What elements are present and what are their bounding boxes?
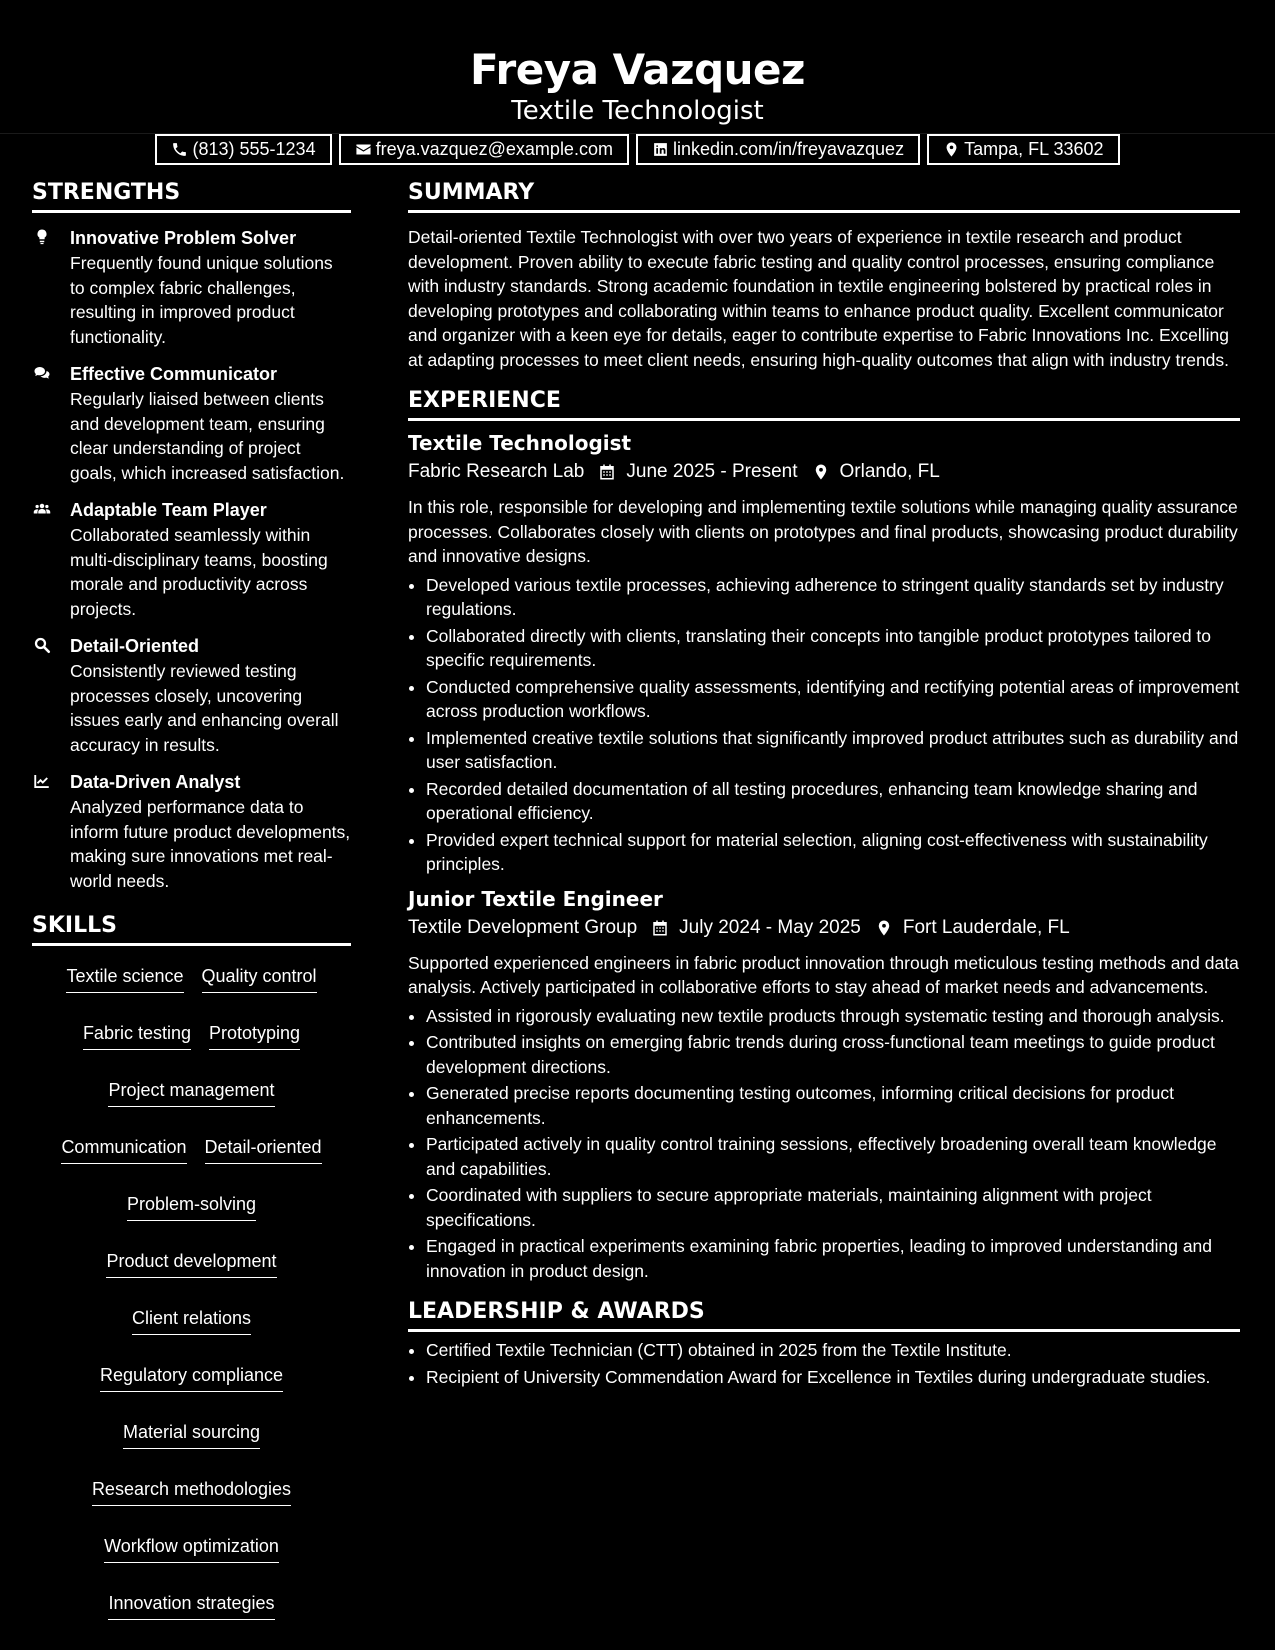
strength-title: Adaptable Team Player <box>70 500 267 520</box>
strength-title: Innovative Problem Solver <box>70 228 297 248</box>
job-description: In this role, responsible for developing and implementing textile solutions while managing quality assurance processes. Collaborates closely with clients on prototypes and final products, showcasing product durability and innovative designs. <box>408 497 1238 566</box>
job-company: Textile Development Group <box>408 916 638 938</box>
users-icon <box>32 500 52 518</box>
job-bullet: • Conducted comprehensive quality assessments, identifying and rectifying potential areas of improvement across production workflows. <box>426 675 1240 724</box>
contact-bar <box>0 134 1275 165</box>
chart-line-icon <box>32 772 52 790</box>
job-bullet: • Recorded detailed documentation of all testing procedures, enhancing team knowledge sharing and operational efficiency. <box>426 777 1240 826</box>
job-bullet: • Developed various textile processes, achieving adherence to stringent quality standards set by industry regulations. <box>426 573 1240 622</box>
job-bullet: • Assisted in rigorously evaluating new textile products through systematic testing and thorough analysis. <box>426 1004 1240 1029</box>
map-marker-icon <box>812 463 830 481</box>
job-meta <box>408 913 1240 943</box>
skill-tag: Fabric testing <box>83 1021 191 1050</box>
resume-header <box>0 0 1275 159</box>
strength-desc: Regularly liaised between clients and development team, ensuring clear understanding of project goals, which increased satisfaction. <box>70 389 345 483</box>
contact-linkedin[interactable] <box>636 134 920 165</box>
strength-desc: Analyzed performance data to inform future product developments, making sure innovations met real-world needs. <box>70 797 351 891</box>
skill-tag: Material sourcing <box>123 1420 260 1449</box>
contact-email[interactable] <box>339 134 629 165</box>
job-bullet: • Contributed insights on emerging fabric trends during cross-functional team meetings to guide product development directions. <box>426 1030 1240 1079</box>
skill-tag: Project management <box>108 1078 274 1107</box>
map-marker-icon <box>875 919 893 937</box>
job-dates: June 2025 - Present <box>626 461 798 482</box>
lightbulb-icon <box>32 228 52 246</box>
skill-tag: Regulatory compliance <box>100 1363 283 1392</box>
strength-desc: Collaborated seamlessly within multi-disciplinary teams, boosting morale and productivity across projects. <box>70 525 328 619</box>
contact-location[interactable] <box>927 134 1119 165</box>
location-text: Tampa, FL 33602 <box>964 139 1104 159</box>
skills-list <box>32 964 351 1620</box>
award-item: • Recipient of University Commendation Award for Excellence in Textiles during undergraduate studies. <box>426 1365 1240 1390</box>
email-text: freya.vazquez@example.com <box>375 139 613 159</box>
left-column <box>32 178 351 1620</box>
job-title: Junior Textile Engineer <box>408 886 663 911</box>
job-description: Supported experienced engineers in fabric product innovation through meticulous testing methods and data analysis. Actively participated in collaborative efforts to stay ahead of market needs and advancements. <box>408 952 1239 997</box>
strength-title: Effective Communicator <box>70 364 278 384</box>
calendar-icon <box>598 463 616 481</box>
skill-tag: Quality control <box>202 964 317 993</box>
phone-text: (813) 555-1234 <box>192 139 316 159</box>
skill-tag: Communication <box>61 1135 186 1164</box>
envelope-icon <box>355 141 372 158</box>
candidate-title: Textile Technologist <box>511 96 764 126</box>
job-bullet: • Provided expert technical support for material selection, aligning cost-effectiveness with sustainability principles. <box>426 828 1240 877</box>
experience-heading: EXPERIENCE <box>408 386 1240 421</box>
strength-desc: Frequently found unique solutions to complex fabric challenges, resulting in improved product functionality. <box>70 253 333 347</box>
strengths-heading: STRENGTHS <box>32 178 351 213</box>
award-item: • Certified Textile Technician (CTT) obtained in 2025 from the Textile Institute. <box>426 1338 1240 1363</box>
job-bullet: • Implemented creative textile solutions that significantly improved product attributes such as durability and user satisfaction. <box>426 726 1240 775</box>
job-bullet: • Collaborated directly with clients, translating their concepts into tangible product prototypes tailored to specific requirements. <box>426 624 1240 673</box>
job-dates: July 2024 - May 2025 <box>679 916 861 938</box>
strength-item <box>32 769 351 893</box>
job-meta <box>408 457 1240 487</box>
right-column <box>408 178 1240 1391</box>
strength-item <box>32 225 351 349</box>
job-location: Orlando, FL <box>839 461 940 482</box>
summary-heading: SUMMARY <box>408 178 1240 213</box>
strength-desc: Consistently reviewed testing processes closely, uncovering issues early and enhancing overall accuracy in results. <box>70 661 339 755</box>
skill-tag: Textile science <box>66 964 183 993</box>
job-title: Textile Technologist <box>408 431 632 455</box>
skill-tag: Detail-oriented <box>205 1135 322 1164</box>
job-bullets <box>408 573 1240 877</box>
candidate-name: Freya Vazquez <box>470 45 805 94</box>
job-bullet: • Participated actively in quality control training sessions, effectively broadening overall team knowledge and capabilities. <box>426 1132 1240 1181</box>
contact-phone[interactable] <box>155 134 331 165</box>
job-entry <box>408 885 1240 1284</box>
skill-tag: Prototyping <box>209 1021 300 1050</box>
strength-item <box>32 633 351 757</box>
calendar-icon <box>651 919 669 937</box>
skill-tag: Research methodologies <box>92 1477 291 1506</box>
skill-tag: Client relations <box>132 1306 251 1335</box>
skill-tag: Problem-solving <box>127 1192 256 1221</box>
skills-heading: SKILLS <box>32 911 351 946</box>
job-entry <box>408 429 1240 877</box>
skill-tag: Innovation strategies <box>108 1591 274 1620</box>
phone-icon <box>171 141 188 158</box>
strength-item <box>32 361 351 485</box>
strength-title: Detail-Oriented <box>70 636 200 656</box>
map-marker-icon <box>943 141 960 158</box>
job-bullet: • Engaged in practical experiments examining fabric properties, leading to improved understanding and innovation in product design. <box>426 1234 1240 1283</box>
job-company: Fabric Research Lab <box>408 461 585 482</box>
job-bullet: • Coordinated with suppliers to secure appropriate materials, maintaining alignment with project specifications. <box>426 1183 1240 1232</box>
comments-icon <box>32 364 52 382</box>
skill-tag: Product development <box>106 1249 276 1278</box>
linkedin-icon <box>652 141 669 158</box>
linkedin-text: linkedin.com/in/freyavazquez <box>672 139 905 159</box>
strength-title: Data-Driven Analyst <box>70 772 241 792</box>
strength-item <box>32 497 351 621</box>
job-location: Fort Lauderdale, FL <box>902 916 1070 938</box>
search-icon <box>32 636 52 654</box>
job-bullet: • Generated precise reports documenting testing outcomes, informing critical decisions for product enhancements. <box>426 1081 1240 1130</box>
summary-text: Detail-oriented Textile Technologist with over two years of experience in textile research and product development. Proven ability to execute fabric testing and quality control processes, ensuring compliance with industry standards. Strong academic foundation in textile engineering bolstered by practical roles in developing prototypes and collaborating within teams to enhance product quality. Excellent communicator and organizer with a keen eye for details, eager to contribute expertise to Fabric Innovations Inc. Excelling at adapting processes to meet client needs, ensuring high-quality outcomes that align with industry trends. <box>408 227 1230 370</box>
awards-heading: LEADERSHIP & AWARDS <box>408 1297 1240 1332</box>
skill-tag: Workflow optimization <box>104 1534 279 1563</box>
job-bullets <box>408 1004 1240 1284</box>
awards-list <box>408 1338 1240 1389</box>
